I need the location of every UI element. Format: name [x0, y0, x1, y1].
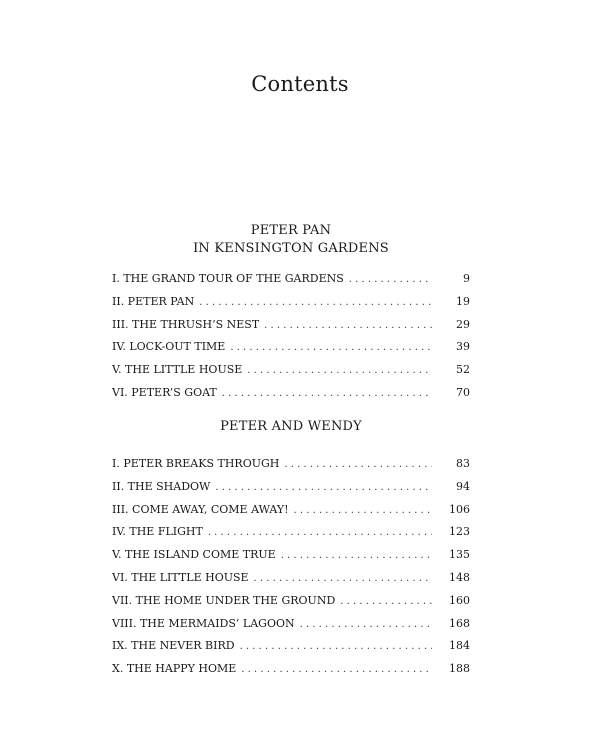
toc-entry-title: VI. THE LITTLE HOUSE: [112, 570, 249, 584]
toc-entry-page: 39: [456, 340, 470, 354]
toc-entry-title: II. THE SHADOW: [112, 479, 211, 493]
toc-entry[interactable]: [112, 291, 470, 314]
toc-entry-title: I. THE GRAND TOUR OF THE GARDENS: [112, 272, 344, 285]
toc-entry-title: IV. THE FLIGHT: [112, 525, 203, 539]
dot-leader: [215, 477, 432, 500]
toc-entry[interactable]: [112, 359, 470, 382]
dot-leader: [349, 269, 432, 292]
toc-entry[interactable]: [112, 613, 470, 636]
toc-entry-page: 83: [456, 457, 470, 470]
section-heading-line: PETER AND WENDY: [220, 419, 362, 434]
dot-leader: [300, 614, 432, 637]
toc-entry-title: V. THE LITTLE HOUSE: [112, 363, 243, 377]
toc-entry[interactable]: [112, 635, 470, 658]
dot-leader: [254, 568, 432, 591]
toc-entry-page: 123: [449, 525, 470, 539]
dot-leader: [247, 360, 432, 383]
toc-entry-title: VI. PETER’S GOAT: [112, 385, 217, 399]
toc-entry[interactable]: [112, 567, 470, 590]
toc-entry-title: III. COME AWAY, COME AWAY!: [112, 502, 289, 516]
toc-entry-page: 19: [456, 294, 470, 308]
dot-leader: [294, 500, 432, 523]
toc-entry-title: I. PETER BREAKS THROUGH: [112, 457, 280, 470]
toc-entry[interactable]: [112, 658, 470, 681]
toc-entry[interactable]: [112, 590, 470, 613]
section-heading-line: IN KENSINGTON GARDENS: [193, 241, 389, 256]
toc-entry[interactable]: [112, 382, 470, 405]
toc-entry[interactable]: [112, 521, 470, 544]
toc-entry-title: VII. THE HOME UNDER THE GROUND: [112, 593, 336, 607]
section-heading: [112, 222, 470, 258]
dot-leader: [264, 315, 432, 338]
toc-entry-page: 94: [456, 479, 470, 493]
dot-leader: [284, 454, 432, 477]
toc-entry-page: 160: [449, 593, 470, 607]
section-heading-line: PETER PAN: [250, 223, 332, 238]
toc-entry-page: 135: [449, 548, 470, 562]
toc-entry[interactable]: [112, 453, 470, 476]
toc-entry-page: 70: [456, 385, 470, 399]
toc-entry-page: 29: [456, 317, 470, 331]
toc-entry-page: 106: [449, 502, 470, 516]
toc-section-peter-pan-in-kensington-gardens: [112, 222, 470, 405]
toc-entry-title: V. THE ISLAND COME TRUE: [112, 548, 276, 562]
toc-entry[interactable]: [112, 268, 470, 291]
section-heading: [112, 418, 470, 436]
toc-entry[interactable]: [112, 336, 470, 359]
toc-list: [112, 268, 470, 405]
toc-entry-title: X. THE HAPPY HOME: [112, 662, 237, 676]
toc-entry[interactable]: [112, 499, 470, 522]
dot-leader: [281, 545, 432, 568]
toc-entry-page: 148: [449, 570, 470, 584]
toc-entry[interactable]: [112, 314, 470, 337]
toc-entry-title: IX. THE NEVER BIRD: [112, 639, 235, 653]
toc-entry-page: 168: [449, 616, 470, 630]
toc-entry-title: IV. LOCK-OUT TIME: [112, 340, 226, 354]
page-title: Contents: [251, 72, 349, 97]
dot-leader: [340, 591, 432, 614]
dot-leader: [241, 659, 432, 682]
toc-section-peter-and-wendy: [112, 418, 470, 681]
dot-leader: [240, 636, 432, 659]
toc-list: [112, 453, 470, 681]
dot-leader: [230, 337, 432, 360]
toc-entry[interactable]: [112, 544, 470, 567]
dot-leader: [208, 522, 432, 545]
dot-leader: [199, 292, 432, 315]
toc-entry-page: 9: [463, 272, 470, 285]
toc-entry[interactable]: [112, 476, 470, 499]
toc-entry-title: II. PETER PAN: [112, 294, 195, 308]
toc-entry-page: 184: [449, 639, 470, 653]
toc-entry-title: VIII. THE MERMAIDS’ LAGOON: [112, 616, 295, 630]
toc-entry-page: 52: [456, 363, 470, 377]
dot-leader: [222, 383, 432, 406]
toc-entry-page: 188: [449, 662, 470, 676]
toc-entry-title: III. THE THRUSH’S NEST: [112, 317, 260, 331]
